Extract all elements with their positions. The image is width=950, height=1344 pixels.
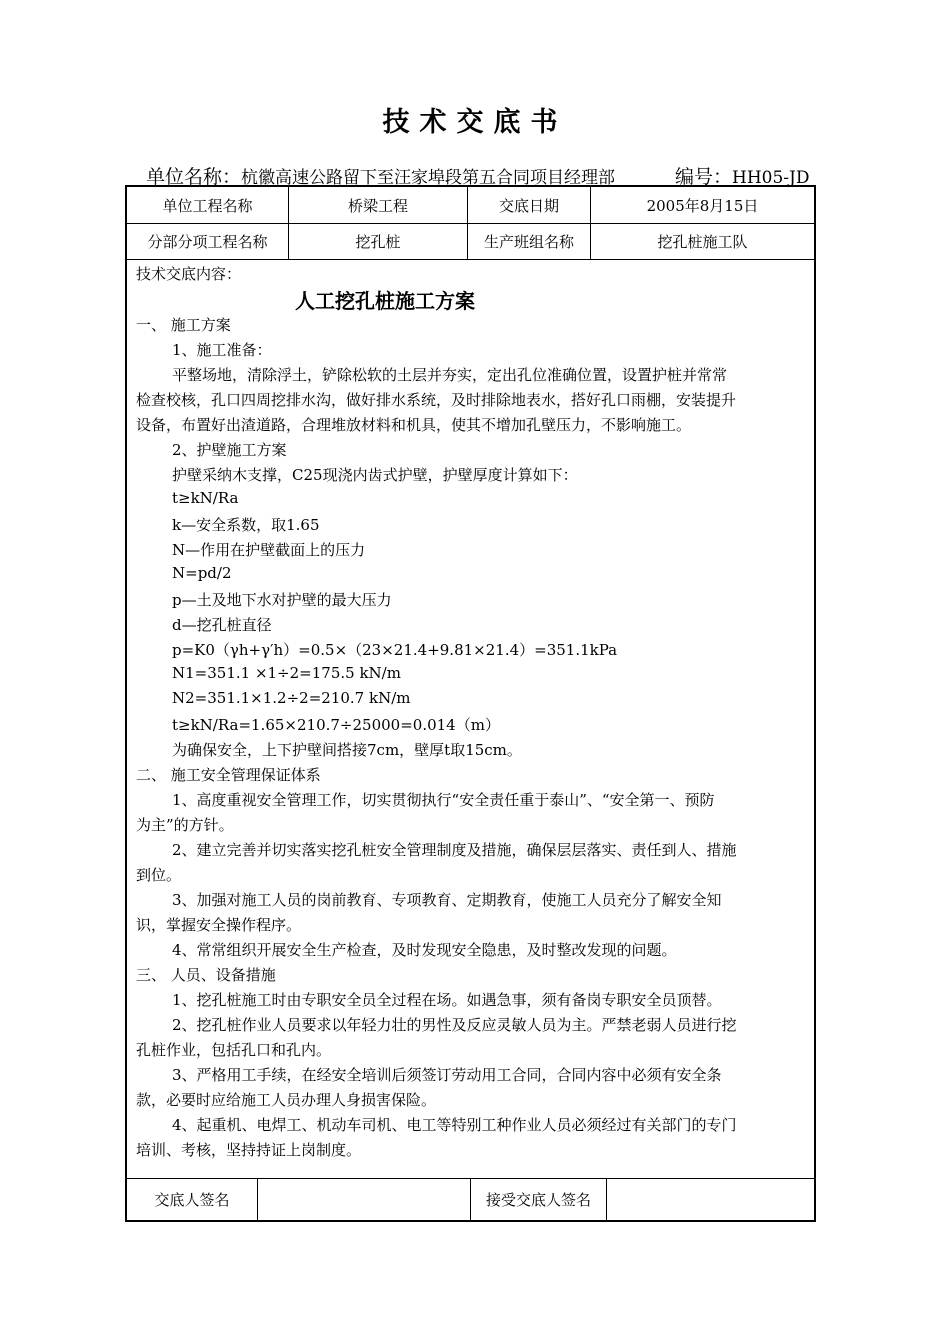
unit-project-value: 桥梁工程 [289, 187, 468, 223]
section-heading: 二、 施工安全管理保证体系 [136, 766, 321, 784]
formula-line: t≥kN/Ra [172, 489, 239, 507]
content-label: 技术交底内容： [136, 265, 242, 283]
discloser-signature-field[interactable] [258, 1179, 471, 1220]
info-row-2 [127, 223, 814, 260]
crew-label: 生产班组名称 [468, 223, 591, 259]
discloser-signature-label: 交底人签名 [127, 1179, 258, 1220]
paragraph-line: 3、加强对施工人员的岗前教育、专项教育、定期教育，使施工人员充分了解安全知 [172, 891, 722, 909]
paragraph-line: 检查校核，孔口四周挖排水沟，做好排水系统，及时排除地表水，搭好孔口雨棚，安装提升 [136, 391, 737, 409]
formula-line: d—挖孔桩直径 [172, 616, 272, 634]
paragraph-line: 为确保安全，上下护壁间搭接7cm，壁厚t取15cm。 [172, 741, 522, 759]
unit-project-label: 单位工程名称 [127, 187, 289, 223]
paragraph-line: 为主”的方针。 [136, 816, 234, 834]
paragraph-line: 1、高度重视安全管理工作，切实贯彻执行“安全责任重于泰山”、“安全第一、预防 [172, 791, 715, 809]
document-title: 技术交底书 [382, 107, 568, 138]
paragraph-line: 2、挖孔桩作业人员要求以年轻力壮的男性及反应灵敏人员为主。严禁老弱人员进行挖 [172, 1016, 737, 1034]
formula-line: N—作用在护壁截面上的压力 [172, 541, 366, 559]
paragraph-line: 孔桩作业，包括孔口和孔内。 [136, 1041, 332, 1059]
formula-line: N=pd/2 [172, 564, 232, 582]
formula-line: N1=351.1 ×1÷2=175.5 kN/m [172, 664, 401, 682]
section-heading: 三、 人员、设备措施 [136, 966, 276, 984]
paragraph-line: 识，掌握安全操作程序。 [136, 916, 302, 934]
formula-line: N2=351.1×1.2÷2=210.7 kN/m [172, 689, 411, 707]
section-heading: 一、 施工方案 [136, 316, 231, 334]
paragraph-line: 平整场地，清除浮土，铲除松软的土层并夯实，定出孔位准确位置，设置护桩并常常 [172, 366, 728, 384]
subproject-label: 分部分项工程名称 [127, 223, 289, 259]
plan-title: 人工挖孔桩施工方案 [295, 289, 475, 313]
disclosure-date-value: 2005年8月15日 [646, 196, 759, 215]
receiver-signature-field[interactable] [607, 1179, 814, 1220]
disclosure-date-label: 交底日期 [468, 187, 591, 223]
subproject-value: 挖孔桩 [289, 223, 468, 259]
paragraph-line: 1、挖孔桩施工时由专职安全员全过程在场。如遇急事，须有备岗专职安全员顶替。 [172, 991, 722, 1009]
document-number-value: HH05-JD [732, 168, 810, 188]
unit-name-value: 杭徽高速公路留下至汪家埠段第五合同项目经理部 [241, 168, 616, 188]
paragraph-line: 培训、考核，坚持持证上岗制度。 [136, 1141, 362, 1159]
crew-value: 挖孔桩施工队 [657, 232, 748, 251]
signature-row [127, 1179, 814, 1220]
receiver-signature-label: 接受交底人签名 [471, 1179, 607, 1220]
formula-line: k—安全系数，取1.65 [172, 516, 320, 534]
paragraph-line: 4、起重机、电焊工、机动车司机、电工等特别工种作业人员必须经过有关部门的专门 [172, 1116, 737, 1134]
subsection-heading: 2、护壁施工方案 [172, 441, 287, 459]
document-number-label: 编号： [675, 166, 733, 188]
paragraph-line: 设备，布置好出渣道路，合理堆放材料和机具，使其不增加孔壁压力，不影响施工。 [136, 416, 692, 434]
paragraph-line: 4、常常组织开展安全生产检查，及时发现安全隐患，及时整改发现的问题。 [172, 941, 677, 959]
formula-line: p=K0（γh+γ′h）=0.5×（23×21.4+9.81×21.4）=351.1kPa [172, 641, 618, 659]
paragraph-line: 护壁采纳木支撑，C25现浇内齿式护壁，护壁厚度计算如下： [172, 466, 578, 484]
formula-line: t≥kN/Ra=1.65×210.7÷25000=0.014（m） [172, 716, 500, 734]
subsection-heading: 1、施工准备： [172, 341, 272, 359]
unit-name-label: 单位名称： [146, 166, 242, 188]
info-row-1 [127, 187, 814, 224]
paragraph-line: 2、建立完善并切实落实挖孔桩安全管理制度及措施，确保层层落实、责任到人、措施 [172, 841, 737, 859]
paragraph-line: 到位。 [136, 866, 182, 884]
formula-line: p—土及地下水对护壁的最大压力 [172, 591, 392, 609]
paragraph-line: 款，必要时应给施工人员办理人身损害保险。 [136, 1091, 437, 1109]
paragraph-line: 3、严格用工手续，在经安全培训后须签订劳动用工合同，合同内容中必须有安全条 [172, 1066, 722, 1084]
